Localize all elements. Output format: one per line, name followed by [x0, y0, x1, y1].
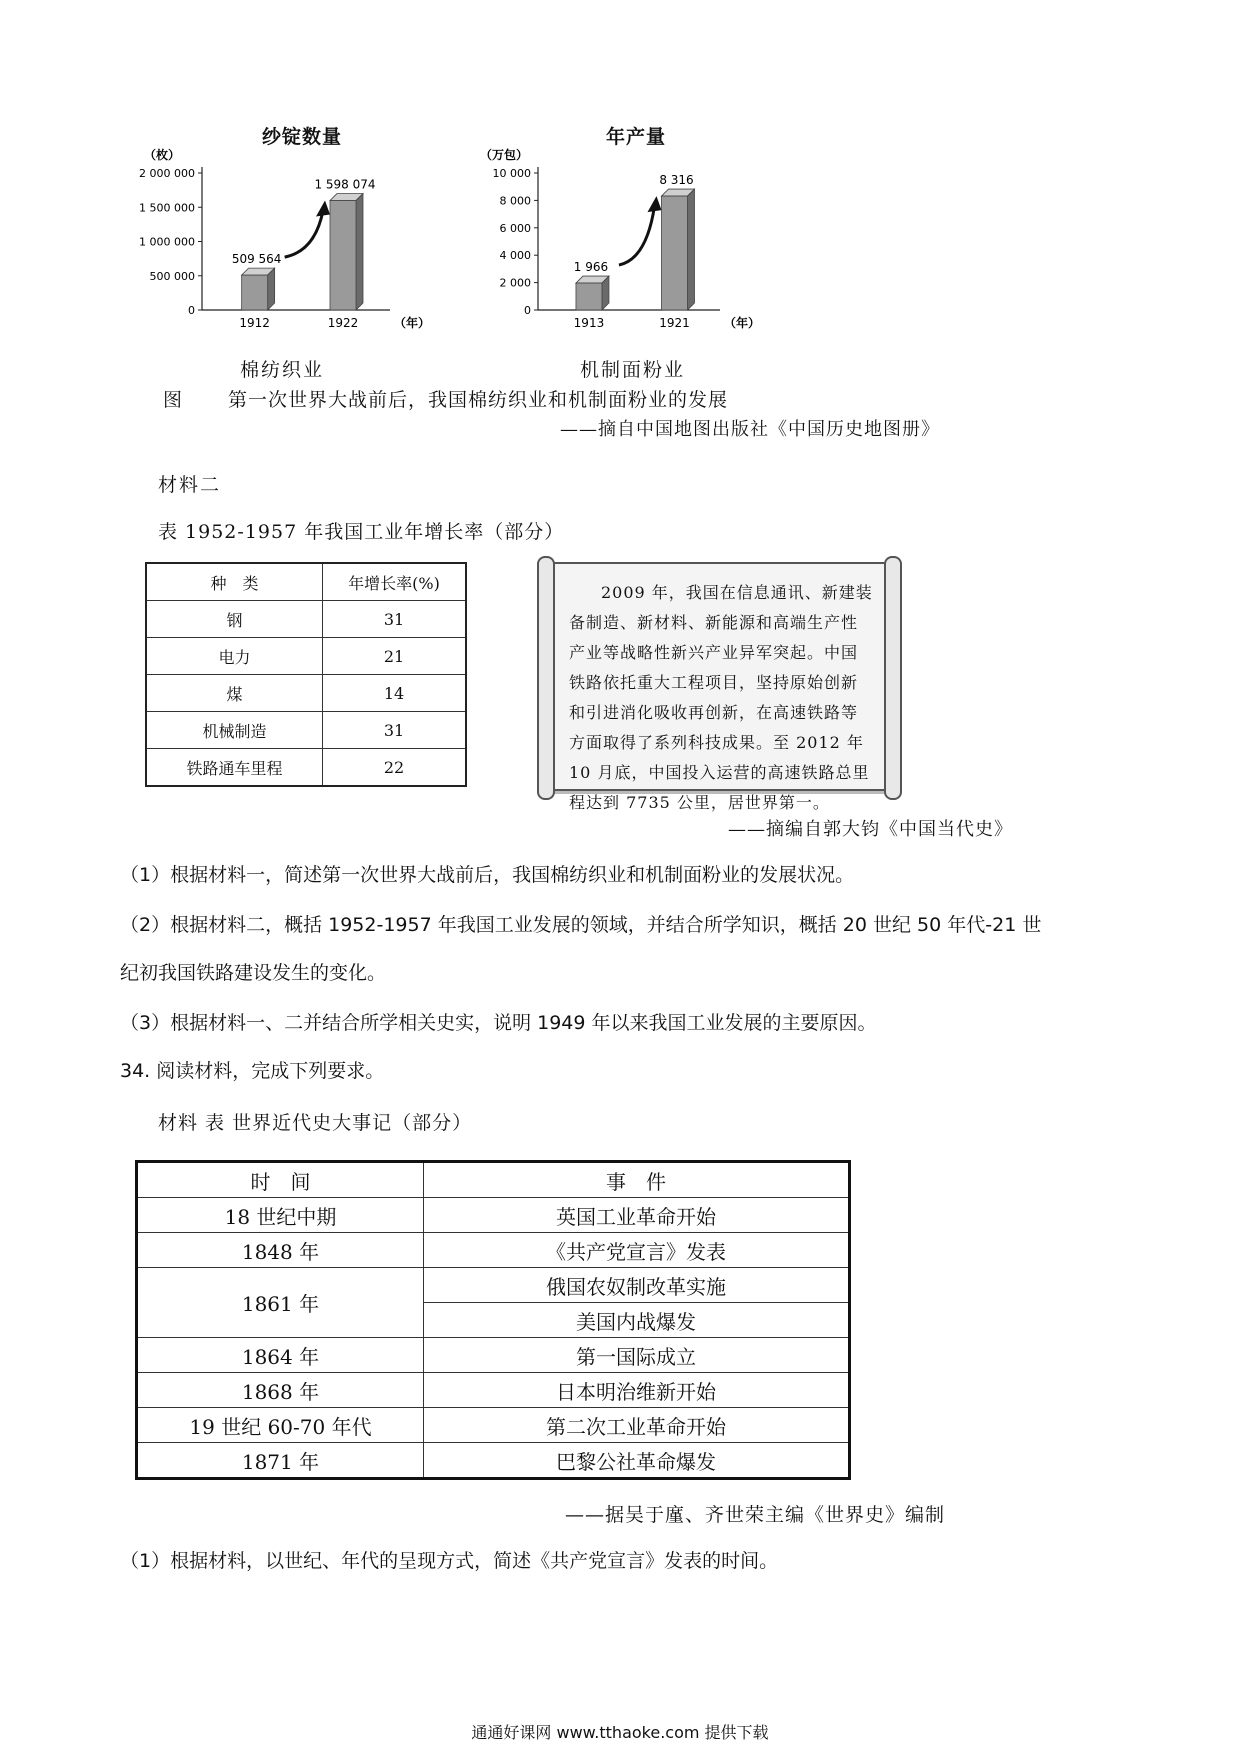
- cell-rate: 22: [323, 749, 467, 787]
- cell-type: 铁路通车里程: [146, 749, 323, 787]
- table-row: [146, 712, 466, 749]
- trend-arrowhead: [316, 201, 330, 217]
- material2-table-title: 表 1952-1957 年我国工业年增长率（部分）: [158, 521, 565, 543]
- table-row: [137, 1338, 850, 1373]
- y-tick-label: 1 000 000: [139, 235, 195, 249]
- q34-source: ——据吴于廑、齐世荣主编《世界史》编制: [565, 1504, 946, 1526]
- y-tick-label: 2 000 000: [139, 167, 195, 180]
- table-row: [137, 1373, 850, 1408]
- cell-rate: 31: [323, 601, 467, 638]
- scroll-right-roll: [884, 556, 902, 800]
- bar: [242, 275, 268, 310]
- trend-arrowhead: [648, 196, 662, 212]
- cell-rate: 31: [323, 712, 467, 749]
- chart-cotton-spindles: [130, 145, 450, 350]
- data-label: 1 966: [573, 260, 609, 275]
- cell-event: 美国内战爆发: [424, 1303, 850, 1338]
- x-unit-label: （年）: [393, 316, 431, 330]
- material2-heading: 材料二: [158, 474, 222, 496]
- table-row: [137, 1443, 850, 1479]
- bar-side: [268, 268, 275, 310]
- y-tick-label: 2 000: [499, 276, 531, 290]
- question-2-cont: 纪初我国铁路建设发生的变化。: [120, 962, 387, 984]
- data-label: 8 316: [659, 173, 694, 188]
- y-unit-label: （枚）: [144, 148, 181, 162]
- chart2-title: 年产量: [606, 126, 667, 148]
- cell-time: 1868 年: [137, 1373, 424, 1408]
- col-header-rate: 年增长率(%): [323, 563, 467, 601]
- bar: [662, 196, 688, 310]
- y-tick-label: 8 000: [499, 194, 531, 208]
- cell-event: 俄国农奴制改革实施: [424, 1268, 850, 1303]
- material2-source: ——摘编自郭大钧《中国当代史》: [728, 819, 1013, 840]
- cell-time: 18 世纪中期: [137, 1198, 424, 1233]
- table-row: [146, 638, 466, 675]
- chart2-industry-label: 机制面粉业: [580, 359, 686, 381]
- x-unit-label: （年）: [723, 316, 761, 330]
- figure-caption-prefix: 图: [163, 389, 184, 411]
- cell-time: 1861 年: [137, 1268, 424, 1338]
- bar: [576, 283, 602, 310]
- table-row: [146, 749, 466, 787]
- table-row: [137, 1408, 850, 1443]
- bar: [330, 201, 356, 310]
- question-3: （3）根据材料一、二并结合所学相关史实，说明 1949 年以来我国工业发展的主要原因。: [120, 1012, 877, 1034]
- cell-type: 电力: [146, 638, 323, 675]
- cell-event: 日本明治维新开始: [424, 1373, 850, 1408]
- cell-type: 煤: [146, 675, 323, 712]
- chart1-title: 纱锭数量: [262, 126, 343, 148]
- chart-flour-output: [480, 145, 780, 350]
- y-tick-label: 4 000: [499, 249, 531, 263]
- figure-caption: 第一次世界大战前后，我国棉纺织业和机制面粉业的发展: [228, 389, 729, 411]
- cell-event: 《共产党宣言》发表: [424, 1233, 850, 1268]
- cell-event: 第一国际成立: [424, 1338, 850, 1373]
- table-row: [137, 1268, 850, 1303]
- table-row: [146, 675, 466, 712]
- growth-rate-table: [145, 562, 467, 787]
- table-row: [146, 601, 466, 638]
- col-header-event: 事 件: [424, 1162, 850, 1198]
- cell-rate: 14: [323, 675, 467, 712]
- data-label: 1 598 074: [314, 177, 376, 192]
- scroll-text-box: [545, 562, 894, 812]
- y-unit-label: （万包）: [480, 148, 529, 162]
- x-tick-label: 1913: [573, 316, 605, 330]
- x-tick-label: 1912: [239, 316, 270, 330]
- cell-type: 机械制造: [146, 712, 323, 749]
- cell-rate: 21: [323, 638, 467, 675]
- y-tick-label: 6 000: [499, 221, 531, 235]
- cell-type: 钢: [146, 601, 323, 638]
- scroll-left-roll: [537, 556, 555, 800]
- x-tick-label: 1921: [659, 316, 690, 330]
- scroll-text: 2009 年，我国在信息通讯、新建装备制造、新材料、新能源和高端生产性产业等战略性新兴产业异军突起。中国铁路依托重大工程项目，坚持原始创新和引进消化吸收再创新，在高速铁路等方面取得了系列科技成果。至 2012 年 10 月底，中国投入运营的高速铁路总里程达到 7735 公里，居世界第一。: [569, 583, 873, 812]
- question-1: （1）根据材料一，简述第一次世界大战前后，我国棉纺织业和机制面粉业的发展状况。: [120, 864, 855, 886]
- trend-arrow: [619, 206, 655, 265]
- events-table: [135, 1160, 851, 1480]
- y-tick-label: 10 000: [492, 167, 531, 180]
- cell-event: 英国工业革命开始: [424, 1198, 850, 1233]
- chart1-industry-label: 棉纺织业: [240, 359, 325, 381]
- y-tick-label: 500 000: [149, 269, 195, 283]
- figure-source: ——摘自中国地图出版社《中国历史地图册》: [560, 419, 940, 440]
- cell-time: 1871 年: [137, 1443, 424, 1479]
- y-tick-label: 0: [188, 304, 195, 317]
- col-header-type: 种 类: [146, 563, 323, 601]
- table-row: [137, 1198, 850, 1233]
- trend-arrow: [285, 211, 323, 258]
- q34-title: 34. 阅读材料，完成下列要求。: [120, 1060, 385, 1082]
- col-header-time: 时 间: [137, 1162, 424, 1198]
- x-tick-label: 1922: [327, 316, 359, 330]
- y-tick-label: 0: [524, 304, 531, 317]
- cell-time: 1864 年: [137, 1338, 424, 1373]
- question-2: （2）根据材料二，概括 1952-1957 年我国工业发展的领域，并结合所学知识，概括 20 世纪 50 年代-21 世: [120, 914, 1042, 936]
- bar-side: [688, 189, 695, 310]
- cell-event: 第二次工业革命开始: [424, 1408, 850, 1443]
- q34-question-1: （1）根据材料，以世纪、年代的呈现方式，简述《共产党宣言》发表的时间。: [120, 1550, 779, 1572]
- q34-table-title: 材料 表 世界近代史大事记（部分）: [158, 1112, 473, 1134]
- cell-time: 19 世纪 60-70 年代: [137, 1408, 424, 1443]
- y-tick-label: 1 500 000: [139, 201, 195, 215]
- bar-side: [356, 194, 363, 310]
- cell-event: 巴黎公社革命爆发: [424, 1443, 850, 1479]
- cell-time: 1848 年: [137, 1233, 424, 1268]
- table-row: [137, 1233, 850, 1268]
- footer-text: 通通好课网 www.tthaoke.com 提供下载: [471, 1723, 769, 1742]
- data-label: 509 564: [231, 252, 282, 267]
